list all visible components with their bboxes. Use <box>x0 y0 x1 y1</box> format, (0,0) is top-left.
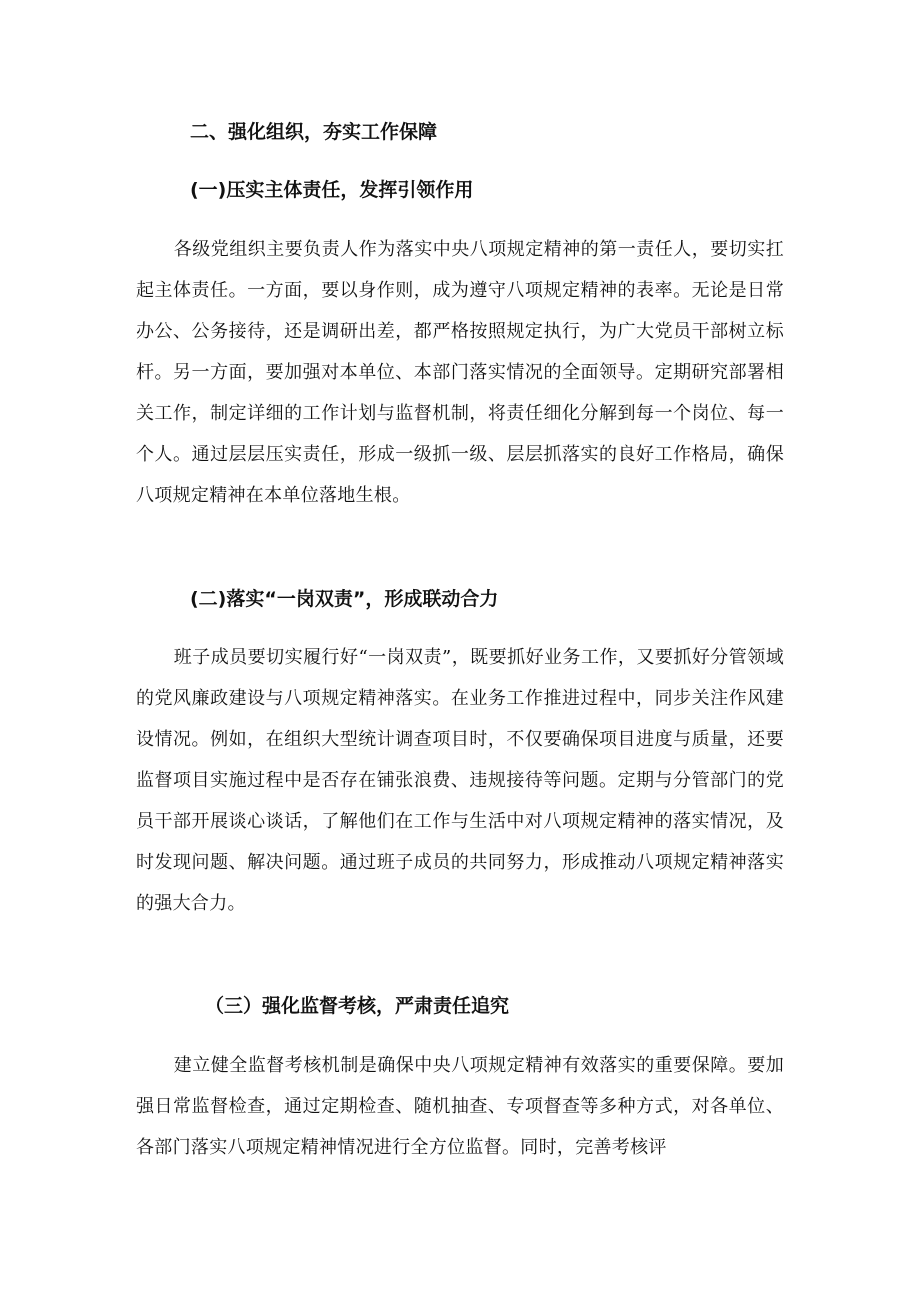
subsection-heading-3: （三）强化监督考核，严肃责任追究 <box>205 995 510 1017</box>
subsection-paragraph-1: 各级党组织主要负责人作为落实中央八项规定精神的第一责任人，要切实扛起主体责任。一方面，要以身作则，成为遵守八项规定精神的表率。无论是日常办公、公务接待，还是调研出差，都严格按照规定执行，为广大党员干部树立标杆。另一方面，要加强对本单位、本部门落实情况的全面领导。定期研究部署相关工作，制定详细的工作计划与监督机制，将责任细化分解到每一个岗位、每一个人。通过层层压实责任，形成一级抓一级、层层抓落实的良好工作格局，确保八项规定精神在本单位落地生根。 <box>136 239 784 506</box>
subsection-paragraph-2: 班子成员要切实履行好“一岗双责”，既要抓好业务工作，又要抓好分管领域的党风廉政建设与八项规定精神落实。在业务工作推进过程中，同步关注作风建设情况。例如，在组织大型统计调查项目时，不仅要确保项目进度与质量，还要监督项目实施过程中是否存在铺张浪费、违规接待等问题。定期与分管部门的党员干部开展谈心谈话，了解他们在工作与生活中对八项规定精神的落实情况，及时发现问题、解决问题。通过班子成员的共同努力，形成推动八项规定精神落实的强大合力。 <box>136 647 784 914</box>
subsection-paragraph-3: 建立健全监督考核机制是确保中央八项规定精神有效落实的重要保障。要加强日常监督检查，通过定期检查、随机抽查、专项督查等多种方式，对各单位、各部门落实八项规定精神情况进行全方位监督。同时，完善考核评 <box>136 1055 784 1158</box>
section-heading: 二、强化组织，夯实工作保障 <box>190 121 438 143</box>
subsection-heading-2: (二)落实“一岗双责”，形成联动合力 <box>190 588 499 610</box>
subsection-heading-1: (一)压实主体责任，发挥引领作用 <box>190 179 474 201</box>
